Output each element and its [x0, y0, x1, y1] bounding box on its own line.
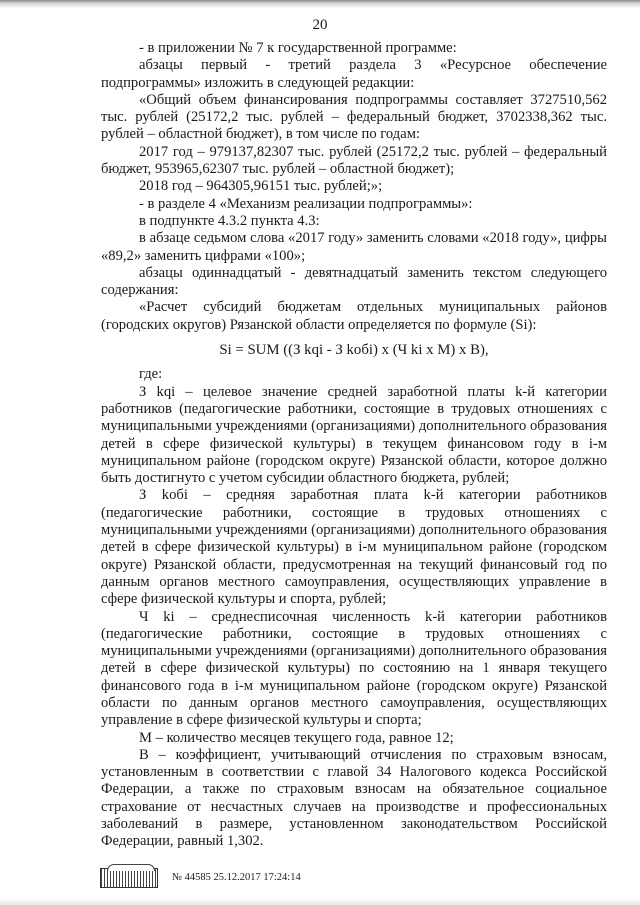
document-registration-number: № 44585 25.12.2017 17:24:14 [172, 872, 301, 883]
paragraph: - в приложении № 7 к государственной программе: [139, 40, 457, 56]
stamp-arch [107, 864, 155, 871]
definition-item: З kобi – средняя заработная плата k-й категории работников (педагогические работники, состоящие в трудовых отношениях с муниципальными учреждениями (организациями) дополнительного образования детей в сфере физической культуры) в i-м муниципальном районе (городском округе) Рязанской области, предусмотренная на текущий финансовый год по данным органов местного самоуправления, осуществляющих управление в сфере физической культуры и спорта, рублей; [101, 487, 607, 608]
paragraph: 2017 год – 979137,82307 тыс. рублей (25172,2 тыс. рублей – федеральный бюджет, 953965,62307 тыс. рублей – областной бюджет); [101, 143, 607, 178]
definition-item: З kqi – целевое значение средней заработной платы k-й категории работников (педагогические работники, состоящие в трудовых отношениях с муниципальными учреждениями (организациями) дополнительного образования детей в сфере физической культуры) в текущем финансовом году в i-м муниципальном районе (городском округе) Рязанской области, которое должно быть достигнуто с учетом субсидии областного бюджета, рублей; [101, 383, 607, 487]
paragraph: в подпункте 4.3.2 пункта 4.3: [139, 212, 320, 229]
document-body [101, 40, 607, 851]
formula: Si = SUM ((З kqi - З kобi) x (Ч ki x M) x B), [219, 342, 489, 359]
paragraph: - в разделе 4 «Механизм реализации подпрограммы»: [139, 195, 473, 212]
definition-item: В – коэффициент, учитывающий отчисления по страховым взносам, установленным в соответствии с главой 34 Налогового кодекса Российской Федерации, а также по страховым взносам на обязательное социальное страхование от несчастных случаев на производстве и профессиональных заболеваний в размере, установленном законодательством Российской Федерации, равный 1,302. [101, 746, 607, 850]
paragraph: абзацы одиннадцатый - девятнадцатый заменить текстом следующего содержания: [101, 264, 607, 299]
definition-intro: где: [139, 366, 163, 383]
definition-item: Ч ki – среднесписочная численность k-й категории работников (педагогические работники, состоящие в трудовых отношениях с муниципальными учреждениями (организациями) дополнительного образования детей в сфере физической культуры) по состоянию на 1 января текущего финансового года в i-м муниципальном районе (городском округе) Рязанской области по данным органов местного самоуправления, осуществляющих управление в сфере физической культуры и спорта; [101, 608, 607, 729]
registration-stamp-icon [100, 868, 158, 888]
scan-edge-bottom [0, 898, 640, 905]
paragraph: 2018 год – 964305,96151 тыс. рублей;»; [139, 178, 383, 195]
paragraph: «Общий объем финансирования подпрограммы составляет 3727510,562 тыс. рублей (25172,2 тыс. рублей – федеральный бюджет, 3702338,362 тыс. рублей – областной бюджет), в том числе по годам: [101, 91, 607, 143]
scan-edge-top [0, 0, 640, 9]
paragraph: абзацы первый - третий раздела 3 «Ресурсное обеспечение подпрограммы» изложить в следующей редакции: [101, 57, 607, 91]
paragraph: в абзаце седьмом слова «2017 году» заменить словами «2018 году», цифры «89,2» заменить цифрами «100»; [101, 230, 607, 264]
page-number: 20 [312, 17, 328, 33]
definition-item: М – количество месяцев текущего года, равное 12; [139, 729, 454, 746]
paragraph: «Расчет субсидий бюджетам отдельных муниципальных районов (городских округов) Рязанской области определяется по формуле (Si): [101, 299, 607, 333]
footer [100, 868, 620, 892]
